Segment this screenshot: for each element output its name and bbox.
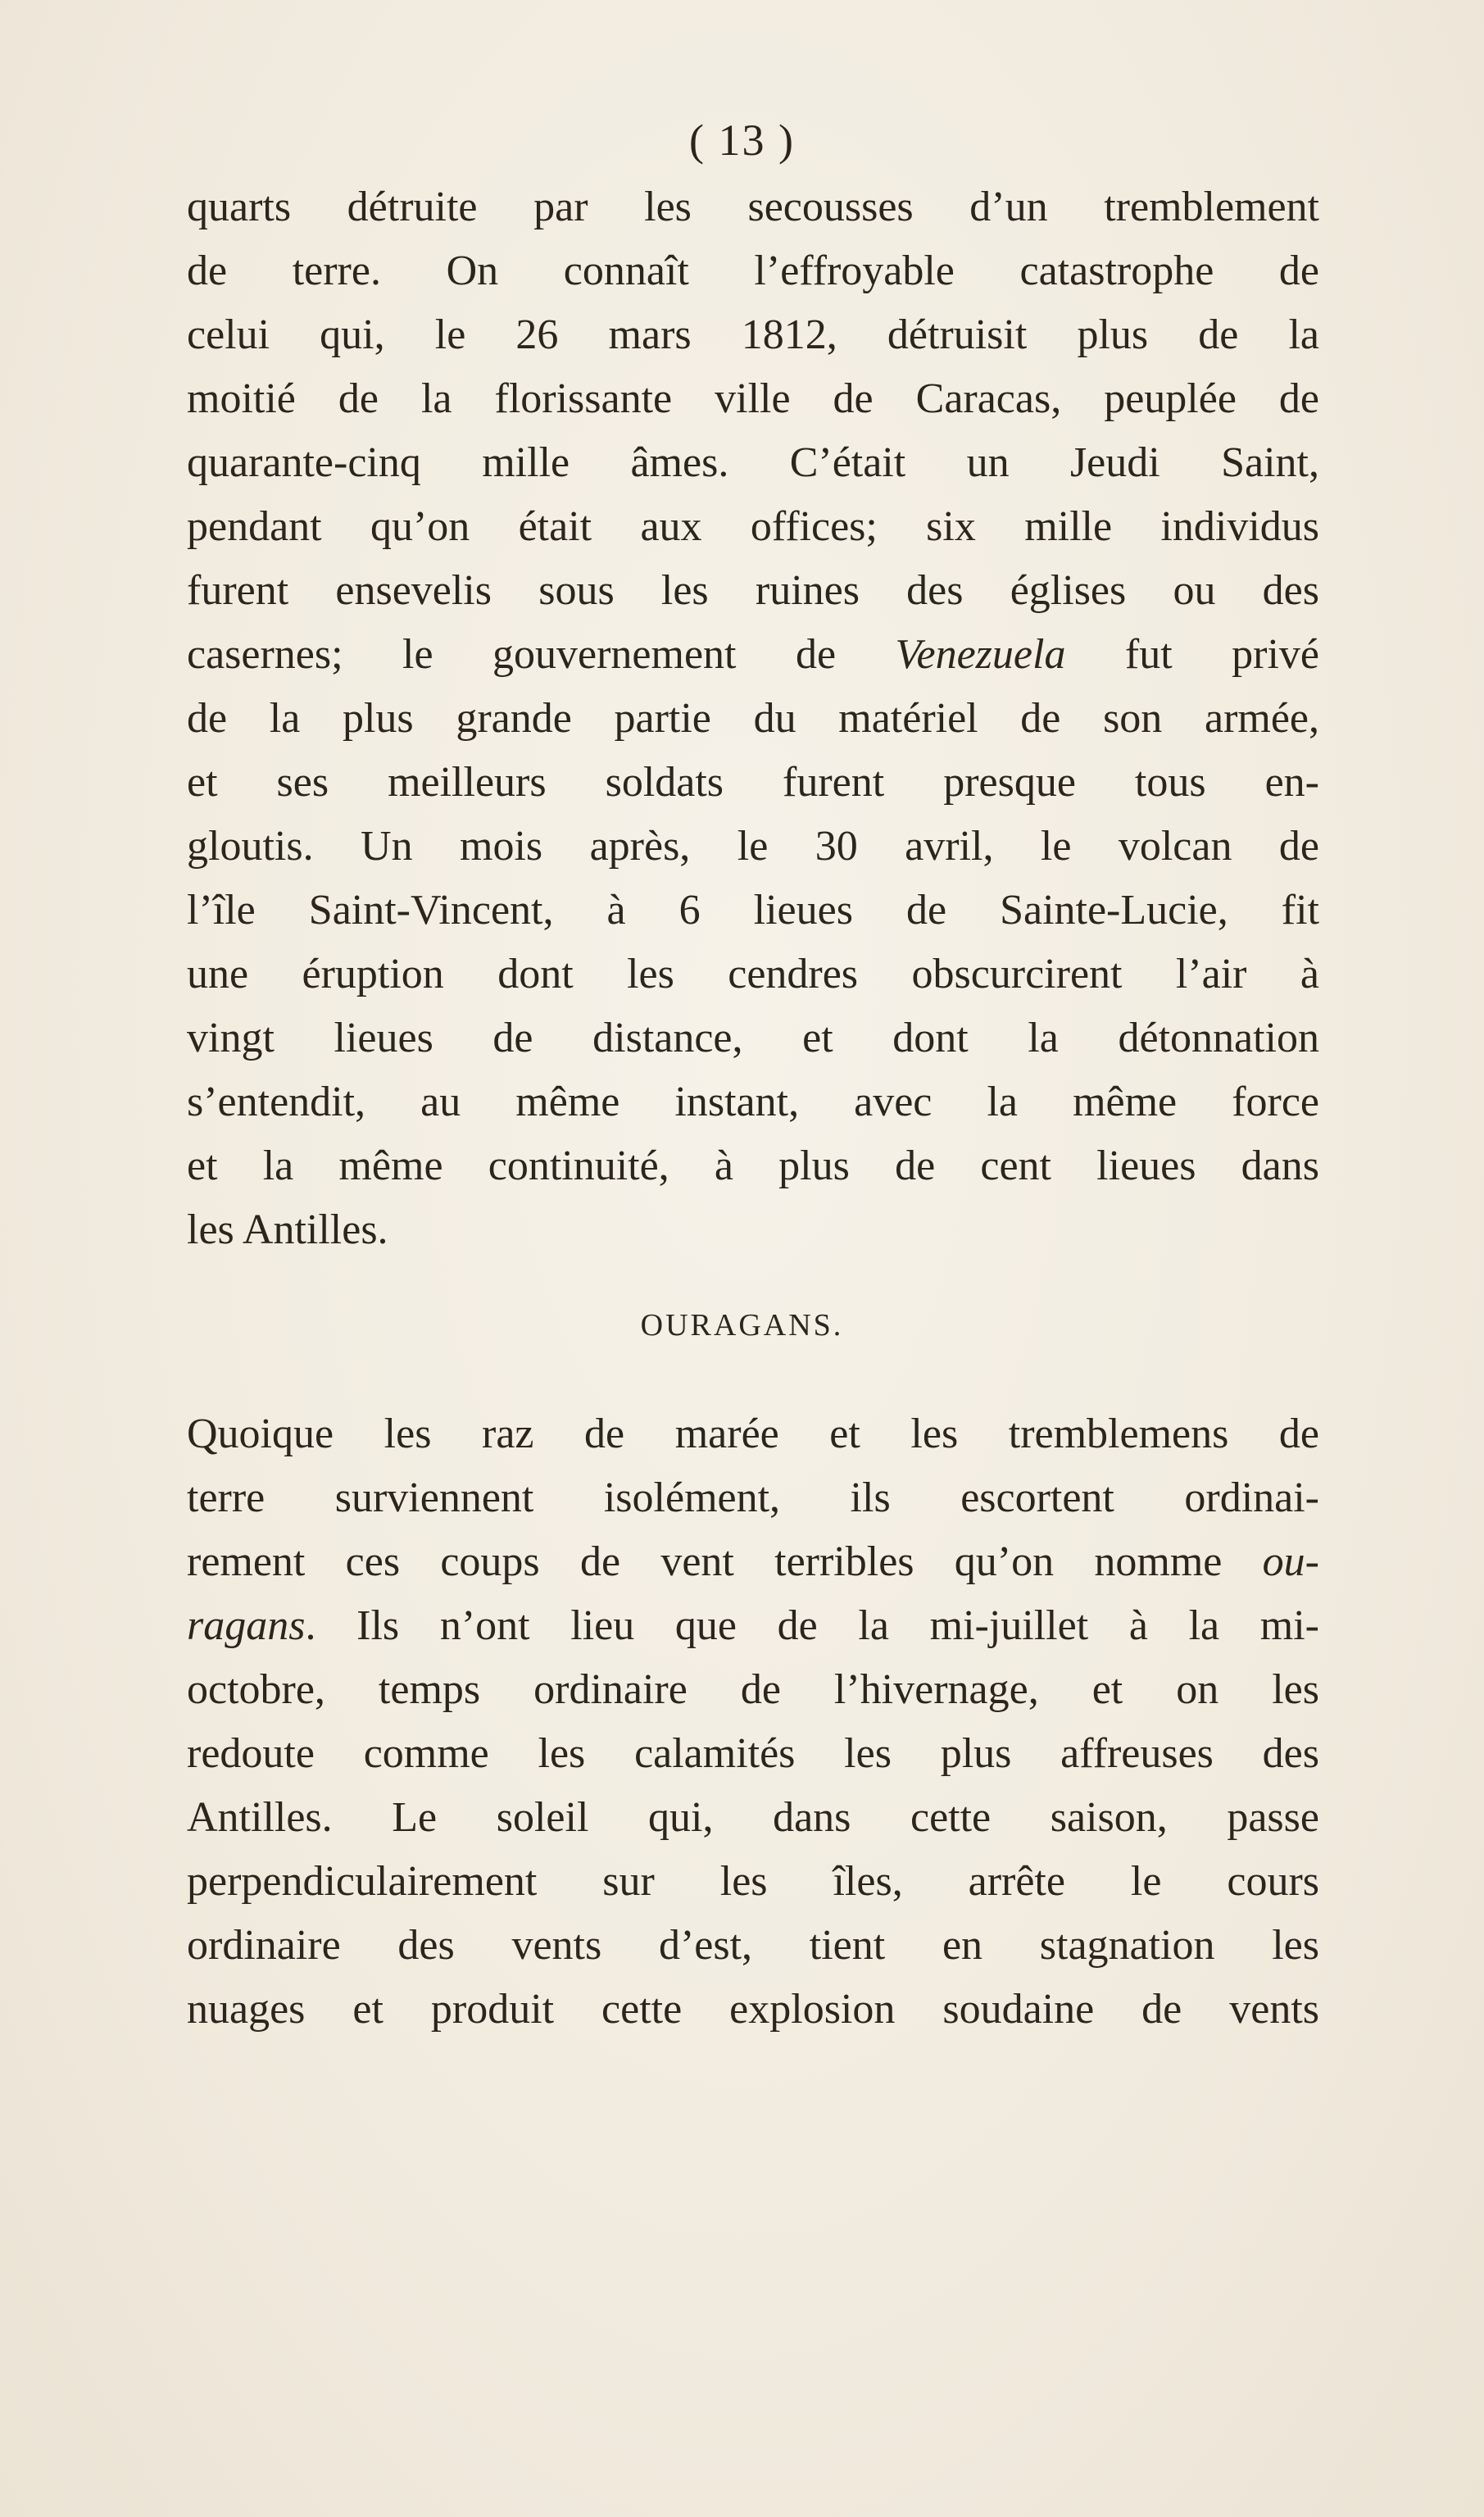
text-line: Quoique les raz de marée et les tremblemens de bbox=[187, 1411, 1319, 1457]
text-line: nuages et produit cette explosion soudaine de vents bbox=[187, 1986, 1319, 2033]
text-line: s’entendit, au même instant, avec la même force bbox=[187, 1079, 1319, 1125]
text-line: quarts détruite par les secousses d’un tremblement bbox=[187, 184, 1319, 230]
text-line: terre surviennent isolément, ils escortent ordinai- bbox=[187, 1474, 1319, 1521]
text-line: l’île Saint-Vincent, à 6 lieues de Sainte-Lucie, fit bbox=[187, 887, 1319, 934]
text-line: quarante-cinq mille âmes. C’était un Jeudi Saint, bbox=[187, 439, 1319, 486]
text-line: de terre. On connaît l’effroyable catastrophe de bbox=[187, 248, 1319, 294]
text-line: pendant qu’on était aux offices; six mille individus bbox=[187, 503, 1319, 550]
text-line: et la même continuité, à plus de cent lieues dans bbox=[187, 1143, 1319, 1189]
text-line: les Antilles. bbox=[187, 1206, 388, 1253]
text-line: rement ces coups de vent terribles qu’on nomme ou- bbox=[187, 1538, 1319, 1585]
text-line: gloutis. Un mois après, le 30 avril, le volcan de bbox=[187, 823, 1319, 870]
text-line: octobre, temps ordinaire de l’hivernage, et on les bbox=[187, 1666, 1319, 1713]
text-line: perpendiculairement sur les îles, arrête le cours bbox=[187, 1858, 1319, 1905]
page-number: ( 13 ) bbox=[689, 116, 795, 165]
text-line: vingt lieues de distance, et dont la détonnation bbox=[187, 1015, 1319, 1061]
text-line: casernes; le gouvernement de Venezuela fut privé bbox=[187, 631, 1320, 678]
text-line: Antilles. Le soleil qui, dans cette saison, passe bbox=[187, 1794, 1319, 1841]
text-line: moitié de la florissante ville de Caracas, peuplée de bbox=[187, 375, 1319, 422]
text-line: une éruption dont les cendres obscurcirent l’air à bbox=[187, 951, 1319, 997]
text-line: ordinaire des vents d’est, tient en stagnation les bbox=[187, 1922, 1319, 1969]
section-heading: OURAGANS. bbox=[640, 1308, 844, 1343]
text-line: de la plus grande partie du matériel de son armée, bbox=[187, 695, 1319, 742]
text-line: ragans. Ils n’ont lieu que de la mi-juillet à la mi- bbox=[187, 1602, 1319, 1649]
text-line: furent ensevelis sous les ruines des églises ou des bbox=[187, 567, 1319, 614]
text-line: et ses meilleurs soldats furent presque tous en- bbox=[187, 759, 1319, 806]
text-line: redoute comme les calamités les plus affreuses des bbox=[187, 1730, 1319, 1777]
text-line: celui qui, le 26 mars 1812, détruisit plus de la bbox=[187, 311, 1319, 358]
